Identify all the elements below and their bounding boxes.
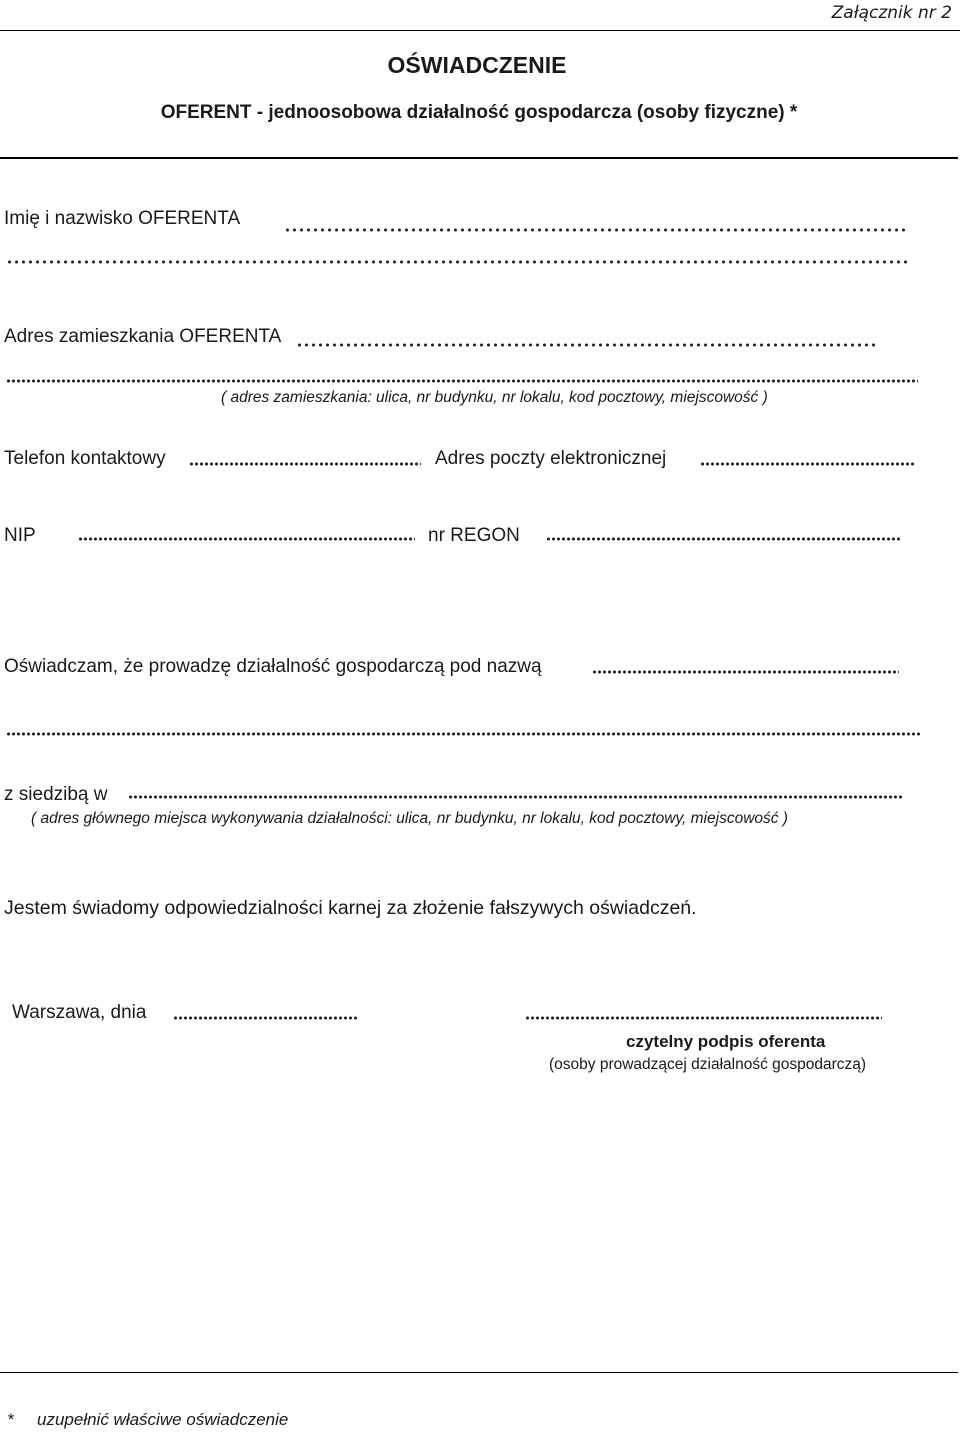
business-dots-line-2[interactable] xyxy=(6,732,920,736)
responsibility-statement: Jestem świadomy odpowiedzialności karnej za złożenie fałszywych oświadczeń. xyxy=(4,897,697,919)
top-rule xyxy=(0,30,960,31)
signature-label: czytelny podpis oferenta xyxy=(626,1032,826,1051)
name-dots-line-1[interactable] xyxy=(284,228,906,232)
phone-label: Telefon kontaktowy xyxy=(4,448,166,469)
address-label: Adres zamieszkania OFERENTA xyxy=(4,326,282,347)
name-label: Imię i nazwisko OFERENTA xyxy=(4,208,241,229)
seat-hint: ( adres głównego miejsca wykonywania działalności: ulica, nr budynku, nr lokalu, kod pocztowy, miejscowość ) xyxy=(31,810,788,827)
header-divider xyxy=(0,157,958,159)
name-dots-line-2[interactable] xyxy=(6,260,908,264)
footnote-text: uzupełnić właściwe oświadczenie xyxy=(37,1410,289,1429)
regon-dots[interactable] xyxy=(546,537,902,541)
footnote-mark: * xyxy=(7,1410,14,1429)
address-hint: ( adres zamieszkania: ulica, nr budynku, nr lokalu, kod pocztowy, miejscowość ) xyxy=(221,389,768,406)
email-label: Adres poczty elektronicznej xyxy=(435,448,667,469)
address-dots-line-1[interactable] xyxy=(296,343,878,347)
place-date-label: Warszawa, dnia xyxy=(12,1002,147,1023)
phone-dots[interactable] xyxy=(189,462,421,466)
date-dots[interactable] xyxy=(173,1016,359,1020)
page-title: OŚWIADCZENIE xyxy=(387,52,567,78)
email-dots[interactable] xyxy=(700,462,915,466)
signature-hint: (osoby prowadzącej działalność gospodarczą) xyxy=(549,1056,867,1073)
page-subtitle: OFERENT - jednoosobowa działalność gospodarcza (osoby fizyczne) * xyxy=(160,102,798,123)
seat-label: z siedzibą w xyxy=(4,784,108,805)
nip-dots[interactable] xyxy=(78,537,415,541)
seat-dots[interactable] xyxy=(128,795,904,799)
regon-label: nr REGON xyxy=(428,525,520,546)
signature-dots[interactable] xyxy=(525,1016,882,1020)
nip-label: NIP xyxy=(4,525,36,546)
footer-rule xyxy=(0,1372,958,1373)
business-label: Oświadczam, że prowadzę działalność gospodarczą pod nazwą xyxy=(4,656,542,677)
business-dots-line-1[interactable] xyxy=(592,670,899,674)
attachment-label: Załącznik nr 2 xyxy=(831,3,952,23)
address-dots-line-2[interactable] xyxy=(6,379,918,383)
